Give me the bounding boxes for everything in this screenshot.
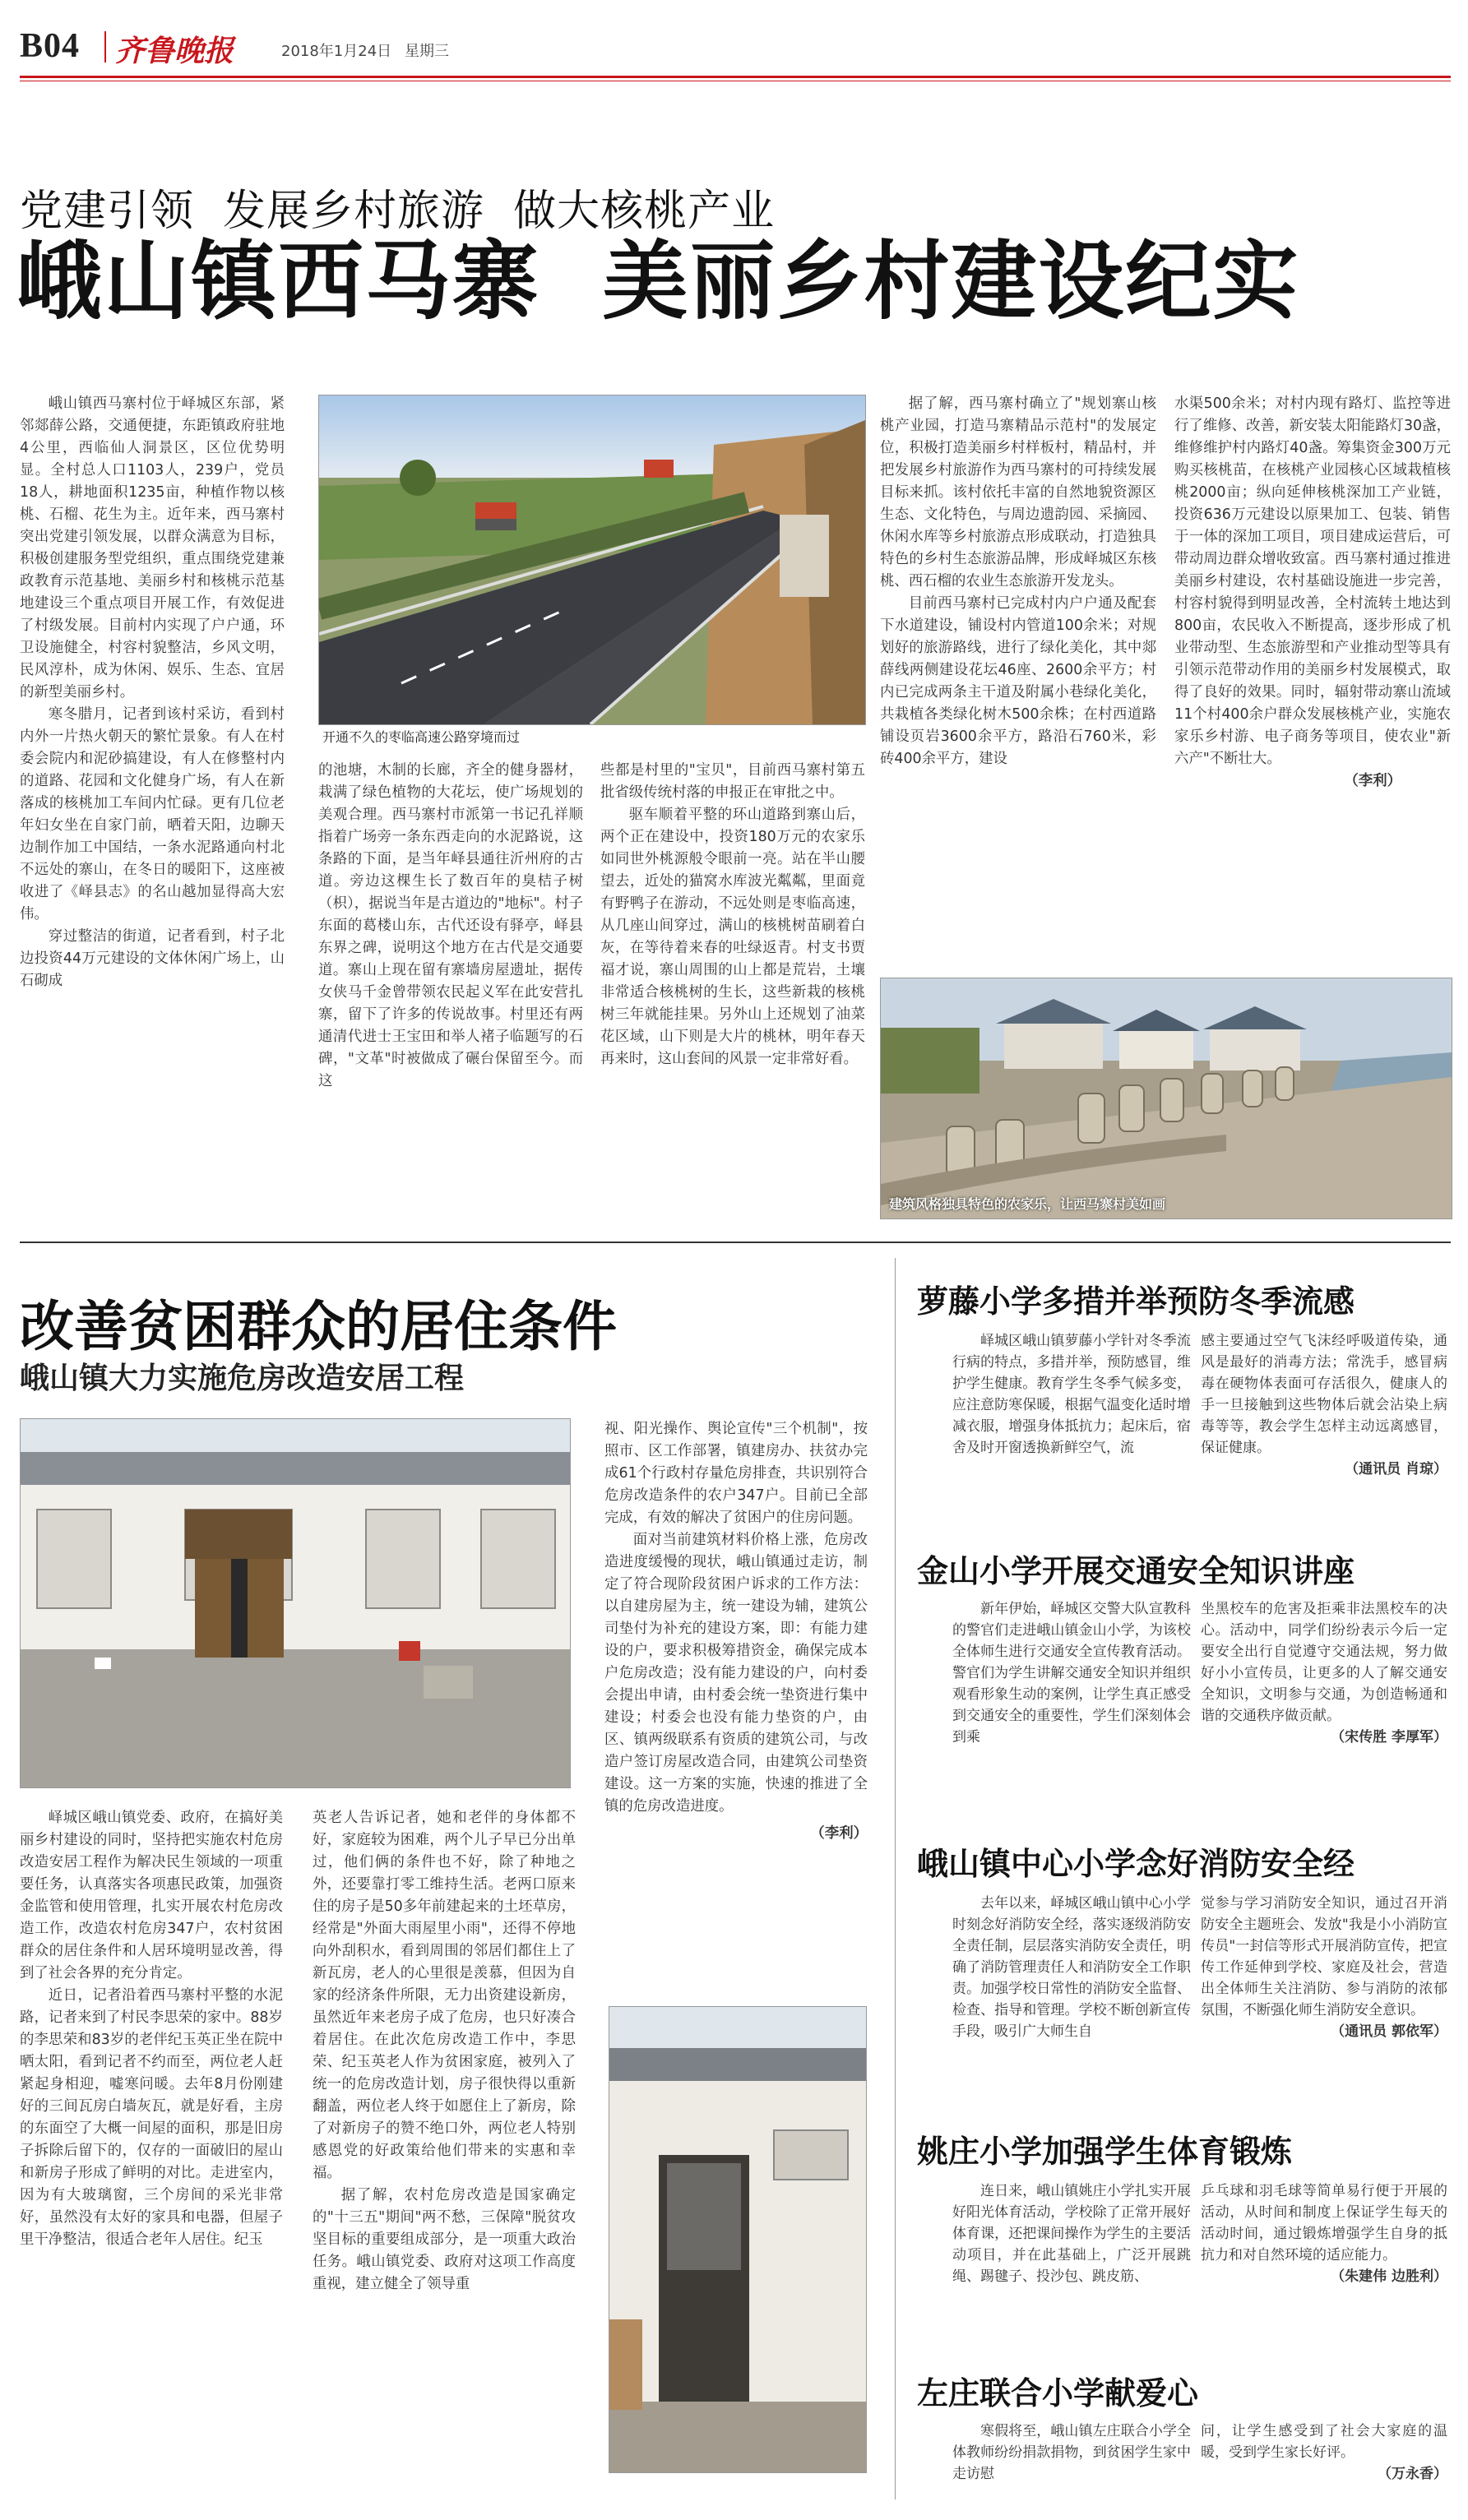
article1-headline: 峨山镇西马寨 美丽乡村建设纪实 [16,231,1300,331]
brief-1-title: 萝藤小学多措并举预防冬季流感 [917,1283,1355,1320]
masthead-divider [104,31,106,62]
brief-1-col-a [952,1330,1191,1495]
article1-column-2 [318,760,583,1228]
article2-subheadline: 峨山镇大力实施危房改造安居工程 [20,1362,465,1395]
paragraph: 觉参与学习消防安全知识，通过召开消防安全主题班会、发放"我是小小消防宣传员"一封信等形式开展消防宣传，把宣传工作延伸到学校、家庭及社会，营造出全体师生关注消防、参与消防的浓郁氛围，不断强化师生消防安全意识。 [1201,1895,1447,2018]
paragraph: 寒冬腊月，记者到该村采访，看到村内外一片热火朝天的繁忙景象。有人在村委会院内和泥砂搞建设，有人在修整村内的道路、花园和文化健身广场，有人在新落成的核桃加工车间内忙碌。更有几位老年妇女坐在自家门前，晒着天阳，边聊天边制作加工中国结，一条水泥路通向村北不远处的寨山，在冬日的暖阳下，这座被收进了《峄县志》的名山越加显得高大宏伟。 [20,706,285,922]
brief-4-signature: （朱建伟 边胜利） [1331,2268,1447,2285]
brief-5-title: 左庄联合小学献爱心 [917,2375,1199,2411]
brief-5-signature: （万永香） [1378,2466,1447,2482]
paper-name: 齐鲁晚报 [115,34,234,68]
page-number: B04 [20,27,81,65]
highway-photo [318,395,866,725]
new-house-photo [20,1418,571,1788]
brief-3-signature: （通讯员 郭依军） [1331,2023,1447,2040]
old-house-photo [609,2006,867,2473]
brief-1-signature: （通讯员 肖琼） [1345,1461,1447,1477]
paragraph: 据了解，西马寨村确立了"规划寨山核桃产业园，打造马寨精品示范村"的发展定位，积极打造美丽乡村样板村，精品村，并把发展乡村旅游作为西马寨村的可持续发展目标来抓。该村依托丰富的自然地貌资源区生态、文化特色，与周边遗韵园、采摘园、休闲水库等乡村旅游点形成联动，打造独具特色的乡村生态旅游品牌，形成峄城区东核桃、西石榴的农业生态旅游开发龙头。 [880,395,1156,590]
brief-4-col-a [952,2180,1191,2345]
brief-5-col-a [952,2421,1191,2503]
paragraph: 面对当前建筑材料价格上涨，危房改造进度缓慢的现状，峨山镇通过走访，制定了符合现阶段贫困户诉求的工作方法：以自建房屋为主，统一建设为辅，建筑公司垫付为补充的建设方案，即：有能力建设的户，要求积极筹措资金，确保完成本户危房改造；没有能力建设的户，向村委会提出申请，由村委会统一垫资进行集中建设；村委会也没有能力垫资的户，由区、镇两级联系有资质的建筑公司，与改造户签订房屋改造合同，由建筑公司垫资建设。这一方案的实施，快速的推进了全镇的危房改造进度。 [604,1532,868,1815]
article1-kicker: 党建引领 发展乡村旅游 做大核桃产业 [20,187,776,236]
old-house-image [609,2007,866,2472]
paragraph: 英老人告诉记者，她和老伴的身体都不好，家庭较为困难，两个儿子早已分出单过，他们俩的条件也不好，除了种地之外，还要靠打零工维持生活。老两口原来住的房子是50多年前建起来的土坯草房，经常是"外面大雨屋里小雨"，还得不停地向外刮积水，看到周围的邻居们都住上了新瓦房，老人的心里很是羡慕，但因为自家的经济条件所限，无力出资建设新房，虽然近年来老房子成了危房，也只好凑合着居住。在此次危房改造工作中，李思荣、纪玉英老人作为贫困家庭，被列入了统一的危房改造计划，房子很快得以重新翻盖，两位老人终于如愿住上了新房，除了对新房子的赞不绝口外，两位老人特别感恩党的好政策给他们带来的实惠和幸福。 [313,1810,576,2181]
paragraph: 视、阳光操作、舆论宣传"三个机制"，按照市、区工作部署，镇建房办、扶贫办完成61个行政村存量危房排查，共识别符合危房改造条件的农户347户。目前已全部完成，有效的解决了贫困户的住房问题。 [604,1421,868,1526]
paragraph: 驱车顺着平整的环山道路到寨山后，两个正在建设中，投资180万元的农家乐如同世外桃源般令眼前一亮。站在半山腰望去，近处的猫窝水库波光粼粼，里面竟有野鸭子在游动，不远处则是枣临高速，从几座山间穿过，满山的核桃树苗刷着白灰，在等待着来春的吐绿返青。村支书贾福才说，寨山周围的山上都是荒岩，土壤非常适合核桃树的生长，这些新栽的核桃树三年就能挂果。另外山上还规划了油菜花区域，山下则是大片的桃林，明年春天再来时，这山套间的风景一定非常好看。 [600,807,865,1067]
article2-headline: 改善贫困群众的居住条件 [20,1295,617,1358]
paragraph: 据了解，农村危房改造是国家确定的"十三五"期间"两不愁，三保障"脱贫攻坚目标的重要组成部分，是一项重大政治任务。峨山镇党委、政府对这项工作高度重视，建立健全了领导重 [313,2187,576,2292]
highway-photo-caption: 开通不久的枣临高速公路穿境而过 [322,729,521,745]
paragraph: 问，让学生感受到了社会大家庭的温暖，受到学生家长好评。 [1201,2423,1447,2461]
paragraph: 穿过整洁的街道，记者看到，村子北边投资44万元建设的文体休闲广场上，山石砌成 [20,928,285,989]
article2-column-3 [604,1418,868,1994]
brief-2-col-b [1201,1598,1447,1804]
brief-3-title: 峨山镇中心小学念好消防安全经 [917,1846,1355,1882]
article1-signature: （李利） [1344,773,1401,789]
brief-5-col-b [1201,2421,1447,2503]
issue-date: 2018年1月24日 [281,43,392,60]
brief-2-col-a [952,1598,1191,1804]
paragraph: 峨山镇西马寨村位于峄城区东部，紧邻郯薛公路，交通便捷，东距镇政府驻地4公里，西临仙人洞景区，区位优势明显。全村总人口1103人，239户，党员18人，耕地面积1235亩，种植作物以核桃、石榴、花生为主。近年来，西马寨村突出党建引领发展，以群众满意为目标，积极创建服务型党组织，重点围绕党建兼政教育示范基地、美丽乡村和核桃示范基地建设三个重点项目开展工作，有效促进了村级发展。目前村内实现了户户通，环卫设施健全，村容村貌整洁，乡风文明，民风淳朴，成为休闲、娱乐、生态、宜居的新型美丽乡村。 [20,395,285,701]
paragraph: 新年伊始，峄城区交警大队宣教科的警官们走进峨山镇金山小学，为该校全体师生进行交通安全宣传教育活动。警官们为学生讲解交通安全知识并组织观看形象生动的案例，让学生真正感受到交通安全的重要性，学生们深刻体会到乘 [952,1601,1191,1746]
column-divider [895,1258,896,2499]
paragraph: 近日，记者沿着西马寨村平整的水泥路，记者来到了村民李思荣的家中。88岁的李思荣和83岁的老伴纪玉英正坐在院中晒太阳，看到记者不约而至，两位老人赶紧起身相迎，嘘寒问暖。去年8月份刚建好的三间瓦房白墙灰瓦，就是好看，主房的东面空了大概一间屋的面积，那是旧房子拆除后留下的，仅存的一面破旧的屋山和新房子形成了鲜明的对比。走进室内，因为有大玻璃窗，三个房间的采光非常好，虽然没有太好的家具和电器，但屋子里干净整洁，很适合老年人居住。纪玉 [20,1987,283,2248]
paragraph: 峄城区峨山镇党委、政府，在搞好美丽乡村建设的同时，坚持把实施农村危房改造安居工程作为解决民生领域的一项重要任务，认真落实各项惠民政策，加强资金监管和使用管理，扎实开展农村危房改造工作，改造农村危房347户，农村贫困群众的居住条件和人居环境明显改善，得到了社会各界的充分肯定。 [20,1810,283,1981]
article1-column-1 [20,393,285,1228]
masthead [20,23,1451,74]
brief-4-title: 姚庄小学加强学生体育锻炼 [917,2134,1293,2170]
paragraph: 连日来，峨山镇姚庄小学扎实开展好阳光体育活动，学校除了正常开展好体育课，还把课间操作为学生的主要活动项目，并在此基础上，广泛开展跳绳、踢毽子、投沙包、跳皮筋、 [952,2183,1191,2285]
article2-column-1 [20,1807,283,2499]
paragraph: 寒假将至，峨山镇左庄联合小学全体教师纷纷捐款捐物，到贫困学生家中走访慰 [952,2423,1191,2482]
article1-column-5 [1174,393,1451,960]
brief-2-title: 金山小学开展交通安全知识讲座 [917,1553,1355,1589]
paragraph: 坐黑校车的危害及拒乘非法黑校车的决心。活动中，同学们纷纷表示今后一定要安全出行自觉遵守交通法规，努力做好小小宣传员，让更多的人了解交通安全知识，文明参与交通，为创造畅通和谐的交通秩序做贡献。 [1201,1601,1447,1724]
article2-column-2 [313,1807,576,2499]
brief-3-col-a [952,1893,1191,2098]
paragraph: 去年以来，峄城区峨山镇中心小学时刻念好消防安全经，落实逐级消防安全责任制，层层落实消防安全责任，明确了消防管理责任人和消防安全工作职责。加强学校日常性的消防安全监督、检查、指导和管理。学校不断创新宣传手段，吸引广大师生自 [952,1895,1191,2040]
masthead-rule [20,76,1451,78]
section-divider [20,1242,1451,1243]
paragraph: 峄城区峨山镇萝藤小学针对冬季流行病的特点，多措并举，预防感冒，维护学生健康。教育学生冬季气候多变，应注意防寒保暖，根据气温变化适时增减衣服，增强身体抵抗力；起床后，宿舍及时开窗透换新鲜空气，流 [952,1333,1191,1456]
village-photo [880,978,1452,1219]
brief-2-signature: （宋传胜 李厚军） [1331,1729,1447,1746]
article2-signature: （李利） [810,1825,868,1842]
brief-1-col-b [1201,1330,1447,1495]
paragraph: 的池塘，木制的长廊，齐全的健身器材，栽满了绿色植物的大花坛，使广场规划的美观合理。西马寨村市派第一书记孔祥顺指着广场旁一条东西走向的水泥路说，这条路的下面，是当年峄县通往沂州府的古道。旁边这棵生长了数百年的臭桔子树（枳），据说当年是古道边的"地标"。村子东面的葛楼山东，古代还设有驿亭，峄县东界之碑，说明这个地方在古代是交通要道。寨山上现在留有寨墙房屋遗址，据传女侠马千金曾带领农民起义军在此安营扎寨，留下了许多的传说故事。村里还有两通清代进士王宝田和举人褚子临题写的石碑，"文革"时被做成了碾台保留至今。而这 [318,762,583,1089]
village-image [881,978,1452,1218]
article1-column-3 [600,760,865,1228]
highway-image [319,395,865,724]
brief-4-col-b [1201,2180,1447,2345]
paragraph: 水渠500余米；对村内现有路灯、监控等进行了维修、改善，新安装太阳能路灯30盏，维修维护村内路灯40盏。筹集资金300万元购买核桃苗，在核桃产业园核心区域栽植核桃2000亩；纵向延伸核桃深加工产业链，投资636万元建设以原果加工、包装、销售于一体的深加工项目，项目建成运营后，可带动周边群众增收致富。西马寨村通过推进美丽乡村建设，农村基础设施进一步完善，村容村貌得到明显改善，全村流转土地达到800亩，农民收入不断提高，逐步形成了机业带动型、生态旅游型和产业推动型等具有引领示范带动作用的美丽乡村发展模式，取得了良好的效果。同时，辐射带动寨山流域11个村400余户群众发展核桃产业，实施农家乐乡村游、电子商务等项目，使农业"新六产"不断壮大。 [1174,395,1451,767]
new-house-image [21,1419,570,1787]
paragraph: 感主要通过空气飞沫经呼吸道传染，通风是最好的消毒方法；常洗手，感冒病毒在硬物体表面可存活很久，健康人的手一旦接触到这些物体后就会沾染上病毒等等，教会学生怎样主动远离感冒，保证健康。 [1201,1333,1447,1456]
paragraph: 乒乓球和羽毛球等简单易行便于开展的活动，从时间和制度上保证学生每天的活动时间，通过锻炼增强学生自身的抵抗力和对自然环境的适应能力。 [1201,2183,1447,2263]
paragraph: 目前西马寨村已完成村内户户通及配套下水道建设，铺设村内管道100余米；对规划好的旅游路线，进行了绿化美化，其中郯薛线两侧建设花坛46座、2600余平方；村内已完成两条主干道及附属小巷绿化美化，共栽植各类绿化树木500余株；在村西道路铺设页岩3600余平方，路沿石760米，彩砖400余平方，建设 [880,595,1156,767]
village-photo-caption: 建筑风格独具特色的农家乐，让西马寨村美如画 [889,1196,1166,1212]
brief-3-col-b [1201,1893,1447,2098]
paragraph: 些都是村里的"宝贝"，目前西马寨村第五批省级传统村落的申报正在审批之中。 [600,762,865,801]
article1-column-4 [880,393,1156,960]
issue-weekday: 星期三 [405,43,449,60]
